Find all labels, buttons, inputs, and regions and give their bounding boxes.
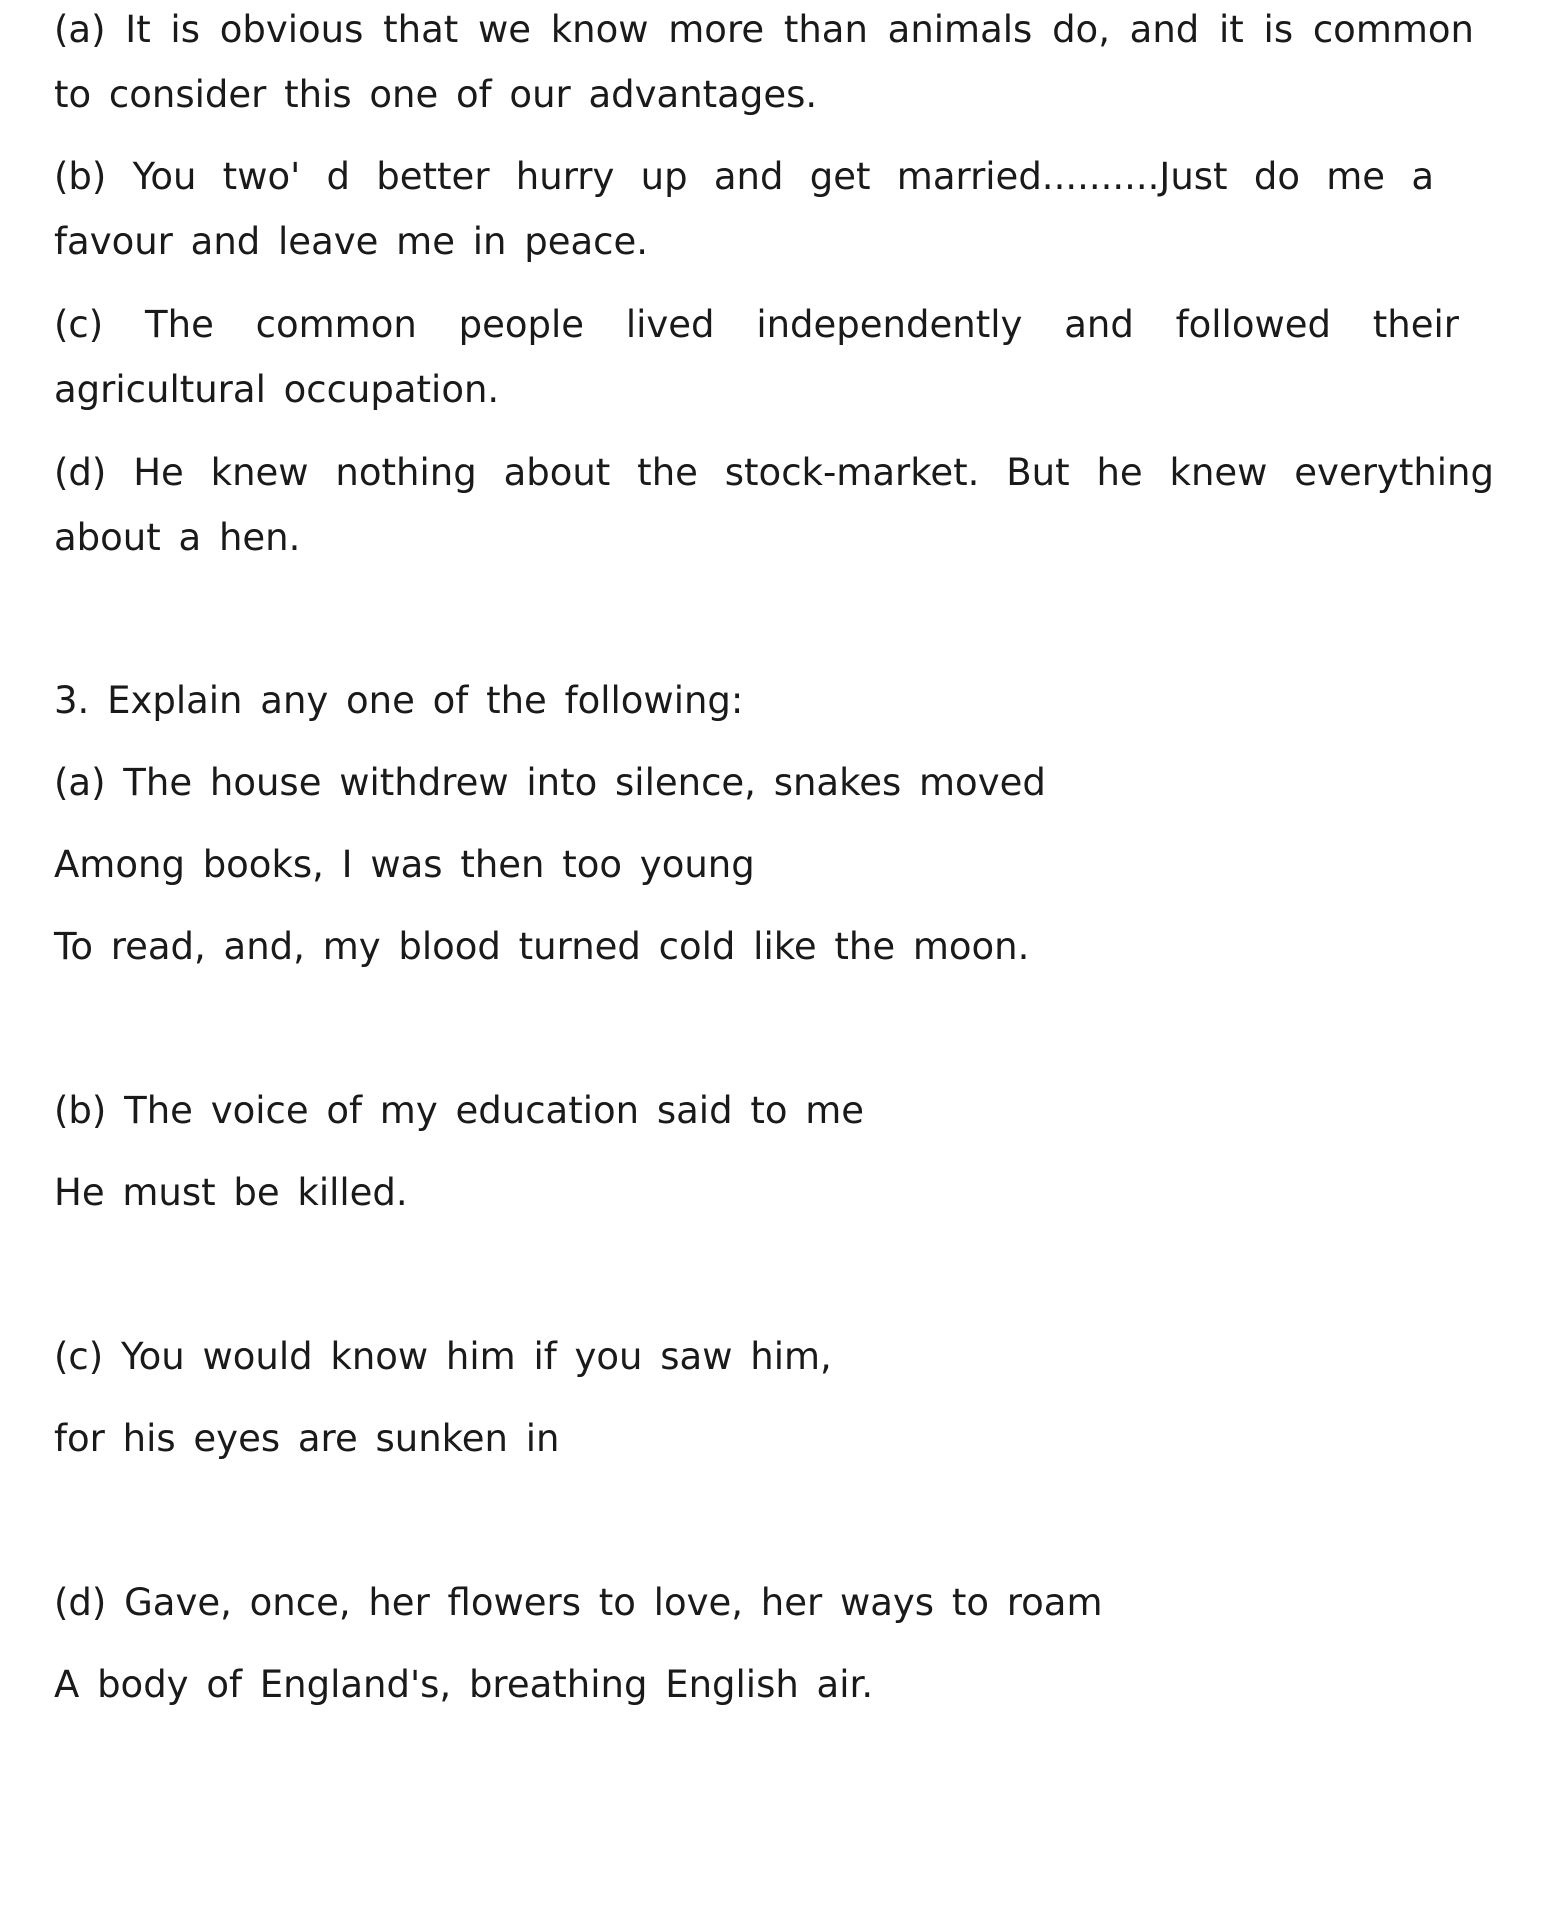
poem-3c-line-1: (c) You would know him if you saw him, bbox=[54, 1335, 832, 1378]
poem-3a-line-3: To read, and, my blood turned cold like the moon. bbox=[54, 925, 1030, 968]
poem-3a-line-1: (a) The house withdrew into silence, snakes moved bbox=[54, 761, 1046, 804]
poem-3d-line-1: (d) Gave, once, her flowers to love, her ways to roam bbox=[54, 1581, 1103, 1624]
poem-3b-line-2: He must be killed. bbox=[54, 1171, 408, 1214]
poem-3c-line-2: for his eyes are sunken in bbox=[54, 1417, 560, 1460]
option-2d: (d) He knew nothing about the stock-market. But he knew everything about a hen. bbox=[54, 451, 1494, 559]
poem-3a-line-2: Among books, I was then too young bbox=[54, 843, 755, 886]
poem-3b-line-1: (b) The voice of my education said to me bbox=[54, 1089, 865, 1132]
option-2b: (b) You two' d better hurry up and get married..........Just do me a favour and leave me in peace. bbox=[54, 155, 1434, 263]
poem-3d-line-2: A body of England's, breathing English air. bbox=[54, 1663, 874, 1706]
option-2c: (c) The common people lived independently and followed their agricultural occupation. bbox=[54, 303, 1459, 411]
question-3-heading: 3. Explain any one of the following: bbox=[54, 679, 744, 722]
option-2a: (a) It is obvious that we know more than animals do, and it is common to consider this one of our advantages. bbox=[54, 8, 1474, 116]
